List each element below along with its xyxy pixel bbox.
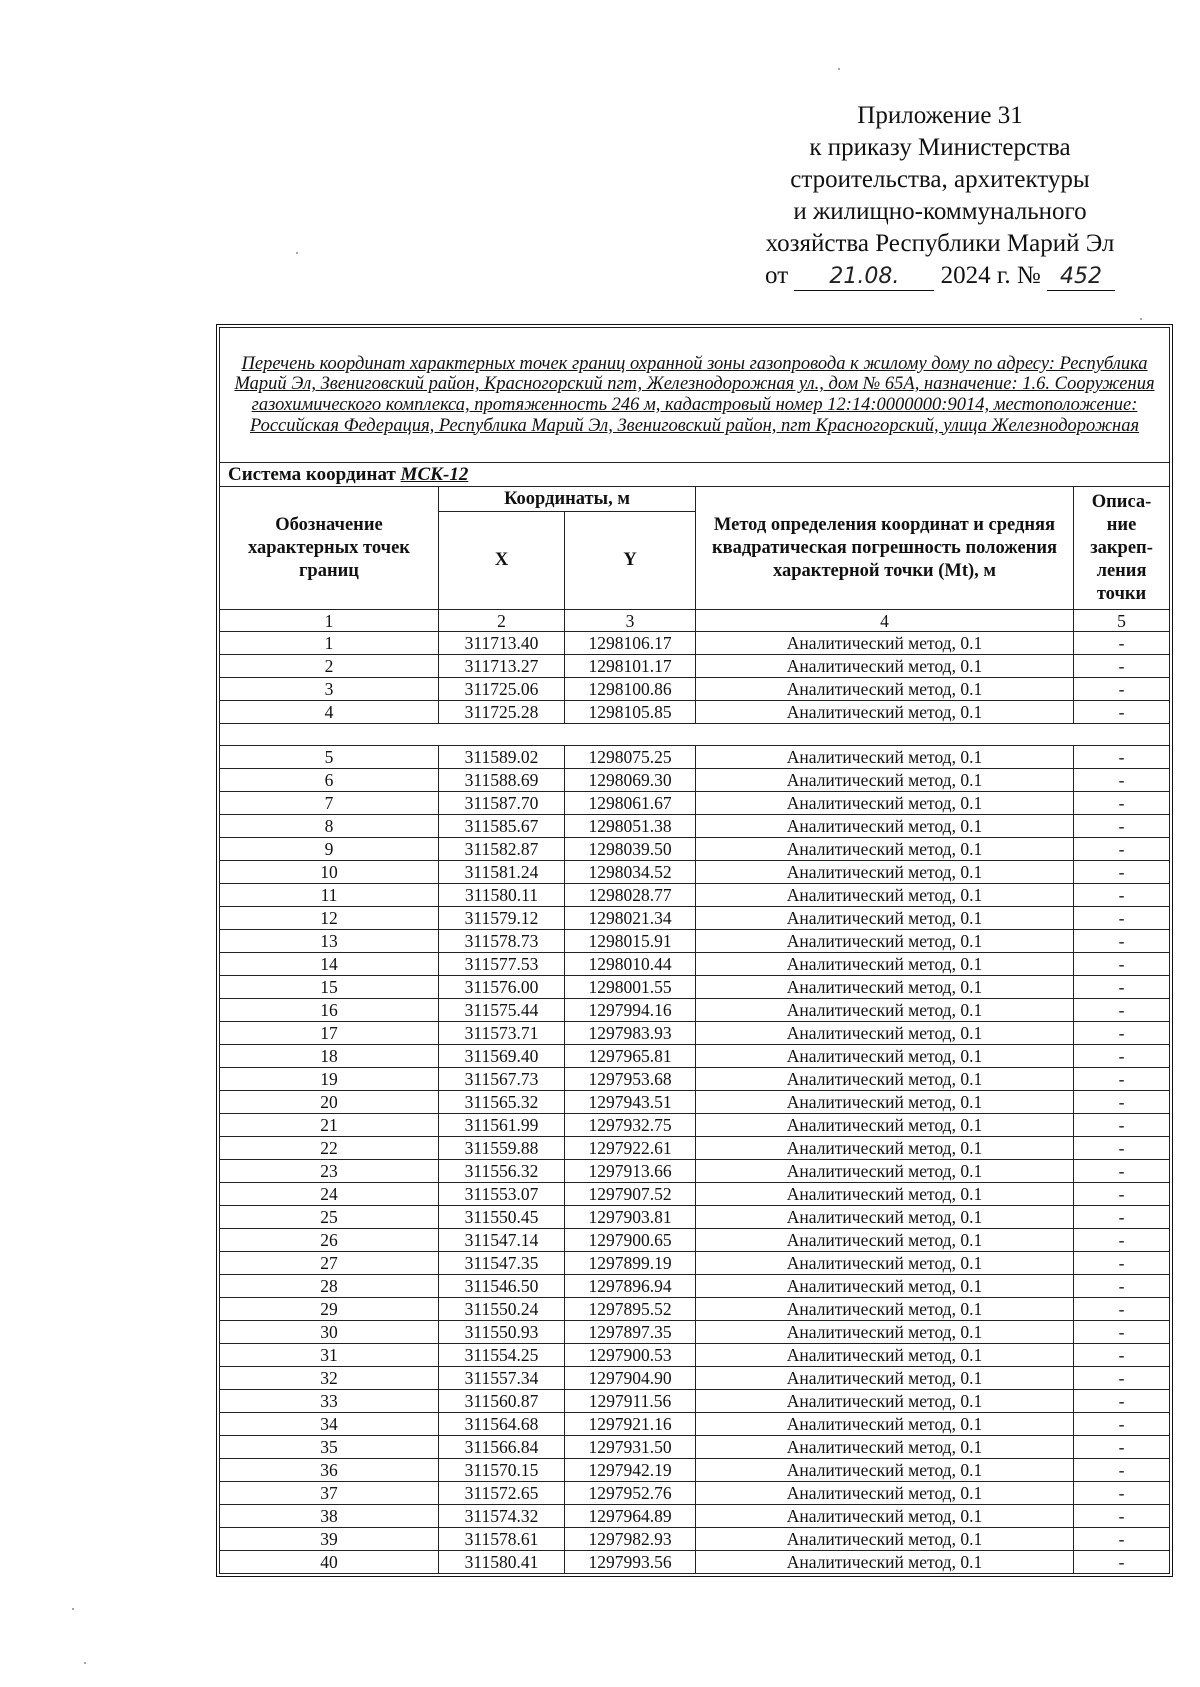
y-coordinate-cell: 1297982.93: [565, 1528, 696, 1551]
x-coordinate-cell: 311587.70: [439, 792, 565, 815]
description-cell: -: [1074, 1344, 1170, 1367]
scan-speck: [84, 1662, 86, 1664]
table-row: [220, 632, 1170, 655]
point-number-cell: 30: [220, 1321, 439, 1344]
table-row: [220, 1183, 1170, 1206]
table-row: [220, 1252, 1170, 1275]
y-coordinate-cell: 1298106.17: [565, 632, 696, 655]
table-row: [220, 1344, 1170, 1367]
table-row: [220, 1091, 1170, 1114]
method-cell: Аналитический метод, 0.1: [696, 1252, 1074, 1275]
method-cell: Аналитический метод, 0.1: [696, 1068, 1074, 1091]
description-cell: -: [1074, 769, 1170, 792]
table-row: [220, 1206, 1170, 1229]
table-row: [220, 746, 1170, 769]
y-coordinate-cell: 1297964.89: [565, 1505, 696, 1528]
point-number-cell: 10: [220, 861, 439, 884]
table-row: [220, 655, 1170, 678]
table-row: [220, 976, 1170, 999]
order-year: 2024 г. №: [940, 262, 1041, 289]
separator-cell: [220, 724, 1170, 746]
description-cell: -: [1074, 1275, 1170, 1298]
y-coordinate-cell: 1298100.86: [565, 678, 696, 701]
x-coordinate-cell: 311574.32: [439, 1505, 565, 1528]
description-cell: -: [1074, 1045, 1170, 1068]
x-coordinate-cell: 311725.28: [439, 701, 565, 724]
point-number-cell: 28: [220, 1275, 439, 1298]
table-caption: Перечень координат характерных точек границ охранной зоны газопровода к жилому дому по адресу: Республика Марий Эл, Звениговский район, Красногорский пгт, Железнодорожная ул., дом № 65А, назначение: 1.6. Сооружения газохимического комплекса, протяженность 246 м, кадастровый номер 12:14:0000000:9014, местоположение: Российская Федерация, Республика Марий Эл, Звениговский район, пгт Красногорский, улица Железнодорожная: [220, 328, 1170, 463]
method-cell: Аналитический метод, 0.1: [696, 1551, 1074, 1574]
caption-row: [220, 328, 1170, 463]
description-cell: -: [1074, 1482, 1170, 1505]
table-row: [220, 1551, 1170, 1574]
point-number-cell: 18: [220, 1045, 439, 1068]
method-cell: Аналитический метод, 0.1: [696, 792, 1074, 815]
method-cell: Аналитический метод, 0.1: [696, 930, 1074, 953]
column-number: 2: [439, 610, 565, 632]
y-coordinate-cell: 1298034.52: [565, 861, 696, 884]
table-row: [220, 1505, 1170, 1528]
table-row: [220, 1045, 1170, 1068]
table-row: [220, 701, 1170, 724]
table-row: [220, 999, 1170, 1022]
y-coordinate-cell: 1297965.81: [565, 1045, 696, 1068]
method-cell: Аналитический метод, 0.1: [696, 1229, 1074, 1252]
point-number-cell: 17: [220, 1022, 439, 1045]
method-cell: Аналитический метод, 0.1: [696, 769, 1074, 792]
y-coordinate-cell: 1297913.66: [565, 1160, 696, 1183]
header-row-1: [220, 487, 1170, 512]
method-cell: Аналитический метод, 0.1: [696, 1344, 1074, 1367]
method-cell: Аналитический метод, 0.1: [696, 701, 1074, 724]
point-number-cell: 32: [220, 1367, 439, 1390]
x-coordinate-cell: 311556.32: [439, 1160, 565, 1183]
x-coordinate-cell: 311566.84: [439, 1436, 565, 1459]
method-cell: Аналитический метод, 0.1: [696, 1482, 1074, 1505]
x-coordinate-cell: 311725.06: [439, 678, 565, 701]
description-cell: -: [1074, 1528, 1170, 1551]
description-cell: -: [1074, 1367, 1170, 1390]
y-coordinate-cell: 1297897.35: [565, 1321, 696, 1344]
y-coordinate-cell: 1297900.53: [565, 1344, 696, 1367]
table-row: [220, 861, 1170, 884]
y-coordinate-cell: 1297942.19: [565, 1459, 696, 1482]
y-coordinate-cell: 1297922.61: [565, 1137, 696, 1160]
header-y: Y: [565, 512, 696, 610]
x-coordinate-cell: 311569.40: [439, 1045, 565, 1068]
point-number-cell: 19: [220, 1068, 439, 1091]
table-row: [220, 838, 1170, 861]
table-row: [220, 953, 1170, 976]
x-coordinate-cell: 311565.32: [439, 1091, 565, 1114]
table-row: [220, 1114, 1170, 1137]
x-coordinate-cell: 311550.24: [439, 1298, 565, 1321]
description-cell: -: [1074, 1160, 1170, 1183]
method-cell: Аналитический метод, 0.1: [696, 815, 1074, 838]
description-cell: -: [1074, 1252, 1170, 1275]
ministry-line-3: хозяйства Республики Марий Эл: [765, 230, 1115, 257]
point-number-cell: 7: [220, 792, 439, 815]
description-cell: -: [1074, 678, 1170, 701]
y-coordinate-cell: 1298105.85: [565, 701, 696, 724]
x-coordinate-cell: 311570.15: [439, 1459, 565, 1482]
description-cell: -: [1074, 746, 1170, 769]
method-cell: Аналитический метод, 0.1: [696, 678, 1074, 701]
coordinate-system: [220, 463, 1170, 487]
table-row: [220, 678, 1170, 701]
description-cell: -: [1074, 1183, 1170, 1206]
x-coordinate-cell: 311578.73: [439, 930, 565, 953]
method-cell: Аналитический метод, 0.1: [696, 1022, 1074, 1045]
x-coordinate-cell: 311713.27: [439, 655, 565, 678]
table-row: [220, 1459, 1170, 1482]
description-cell: -: [1074, 1413, 1170, 1436]
table-row: [220, 1229, 1170, 1252]
point-number-cell: 15: [220, 976, 439, 999]
point-number-cell: 11: [220, 884, 439, 907]
y-coordinate-cell: 1298069.30: [565, 769, 696, 792]
x-coordinate-cell: 311577.53: [439, 953, 565, 976]
method-cell: Аналитический метод, 0.1: [696, 999, 1074, 1022]
point-number-cell: 22: [220, 1137, 439, 1160]
x-coordinate-cell: 311589.02: [439, 746, 565, 769]
x-coordinate-cell: 311580.11: [439, 884, 565, 907]
method-cell: Аналитический метод, 0.1: [696, 655, 1074, 678]
description-cell: -: [1074, 1459, 1170, 1482]
method-cell: Аналитический метод, 0.1: [696, 1137, 1074, 1160]
table-row: [220, 769, 1170, 792]
y-coordinate-cell: 1297931.50: [565, 1436, 696, 1459]
x-coordinate-cell: 311557.34: [439, 1367, 565, 1390]
table-row: [220, 1390, 1170, 1413]
point-number-cell: 24: [220, 1183, 439, 1206]
method-cell: Аналитический метод, 0.1: [696, 1160, 1074, 1183]
table-row: [220, 1022, 1170, 1045]
x-coordinate-cell: 311550.45: [439, 1206, 565, 1229]
y-coordinate-cell: 1297911.56: [565, 1390, 696, 1413]
y-coordinate-cell: 1297899.19: [565, 1252, 696, 1275]
point-number-cell: 23: [220, 1160, 439, 1183]
column-number: 5: [1074, 610, 1170, 632]
y-coordinate-cell: 1298015.91: [565, 930, 696, 953]
table-row: [220, 815, 1170, 838]
description-cell: -: [1074, 838, 1170, 861]
description-cell: -: [1074, 1551, 1170, 1574]
coordinates-table: [219, 327, 1170, 1574]
point-number-cell: 36: [220, 1459, 439, 1482]
header-coordinates: Координаты, м: [439, 487, 696, 512]
scan-speck: [1140, 318, 1142, 320]
table-row: [220, 930, 1170, 953]
x-coordinate-cell: 311582.87: [439, 838, 565, 861]
y-coordinate-cell: 1297943.51: [565, 1091, 696, 1114]
description-cell: -: [1074, 1436, 1170, 1459]
method-cell: Аналитический метод, 0.1: [696, 746, 1074, 769]
column-numbers-row: [220, 610, 1170, 632]
point-number-cell: 12: [220, 907, 439, 930]
description-cell: -: [1074, 1022, 1170, 1045]
y-coordinate-cell: 1298101.17: [565, 655, 696, 678]
description-cell: -: [1074, 907, 1170, 930]
x-coordinate-cell: 311579.12: [439, 907, 565, 930]
column-number: 4: [696, 610, 1074, 632]
x-coordinate-cell: 311553.07: [439, 1183, 565, 1206]
table-row: [220, 1482, 1170, 1505]
point-number-cell: 35: [220, 1436, 439, 1459]
point-number-cell: 13: [220, 930, 439, 953]
x-coordinate-cell: 311578.61: [439, 1528, 565, 1551]
y-coordinate-cell: 1297895.52: [565, 1298, 696, 1321]
description-cell: -: [1074, 884, 1170, 907]
table-row: [220, 1298, 1170, 1321]
description-cell: -: [1074, 701, 1170, 724]
ministry-line-2: и жилищно-коммунального: [793, 198, 1087, 225]
description-cell: -: [1074, 1114, 1170, 1137]
x-coordinate-cell: 311547.35: [439, 1252, 565, 1275]
method-cell: Аналитический метод, 0.1: [696, 861, 1074, 884]
description-cell: -: [1074, 1229, 1170, 1252]
x-coordinate-cell: 311567.73: [439, 1068, 565, 1091]
point-number-cell: 16: [220, 999, 439, 1022]
description-cell: -: [1074, 1321, 1170, 1344]
table-row: [220, 792, 1170, 815]
x-coordinate-cell: 311576.00: [439, 976, 565, 999]
y-coordinate-cell: 1297904.90: [565, 1367, 696, 1390]
method-cell: Аналитический метод, 0.1: [696, 1298, 1074, 1321]
point-number-cell: 38: [220, 1505, 439, 1528]
description-cell: -: [1074, 632, 1170, 655]
header-description: Описа-ние закреп-ления точки: [1074, 487, 1170, 610]
method-cell: Аналитический метод, 0.1: [696, 1367, 1074, 1390]
point-number-cell: 14: [220, 953, 439, 976]
description-cell: -: [1074, 1206, 1170, 1229]
table-row: [220, 1275, 1170, 1298]
table-row: [220, 1160, 1170, 1183]
y-coordinate-cell: 1298061.67: [565, 792, 696, 815]
table-row: [220, 907, 1170, 930]
point-number-cell: 1: [220, 632, 439, 655]
table-row: [220, 1528, 1170, 1551]
coordinate-system-label: Система координат: [228, 463, 396, 485]
date-prefix: от: [765, 262, 789, 289]
point-number-cell: 39: [220, 1528, 439, 1551]
separator-row: [220, 724, 1170, 746]
y-coordinate-cell: 1297903.81: [565, 1206, 696, 1229]
description-cell: -: [1074, 1068, 1170, 1091]
column-number: 1: [220, 610, 439, 632]
point-number-cell: 25: [220, 1206, 439, 1229]
point-number-cell: 6: [220, 769, 439, 792]
method-cell: Аналитический метод, 0.1: [696, 1413, 1074, 1436]
description-cell: -: [1074, 953, 1170, 976]
y-coordinate-cell: 1297952.76: [565, 1482, 696, 1505]
point-number-cell: 29: [220, 1298, 439, 1321]
method-cell: Аналитический метод, 0.1: [696, 1091, 1074, 1114]
method-cell: Аналитический метод, 0.1: [696, 1206, 1074, 1229]
point-number-cell: 33: [220, 1390, 439, 1413]
method-cell: Аналитический метод, 0.1: [696, 632, 1074, 655]
description-cell: -: [1074, 976, 1170, 999]
point-number-cell: 2: [220, 655, 439, 678]
table-row: [220, 1321, 1170, 1344]
table-row: [220, 884, 1170, 907]
scan-speck: [72, 1608, 74, 1610]
point-number-cell: 5: [220, 746, 439, 769]
point-number-cell: 9: [220, 838, 439, 861]
x-coordinate-cell: 311560.87: [439, 1390, 565, 1413]
method-cell: Аналитический метод, 0.1: [696, 1183, 1074, 1206]
description-cell: -: [1074, 1298, 1170, 1321]
x-coordinate-cell: 311561.99: [439, 1114, 565, 1137]
y-coordinate-cell: 1298075.25: [565, 746, 696, 769]
description-cell: -: [1074, 861, 1170, 884]
ministry-line-1: строительства, архитектуры: [790, 166, 1090, 193]
x-coordinate-cell: 311559.88: [439, 1137, 565, 1160]
y-coordinate-cell: 1298001.55: [565, 976, 696, 999]
x-coordinate-cell: 311546.50: [439, 1275, 565, 1298]
method-cell: Аналитический метод, 0.1: [696, 1321, 1074, 1344]
point-number-cell: 21: [220, 1114, 439, 1137]
header-x: X: [439, 512, 565, 610]
point-number-cell: 8: [220, 815, 439, 838]
appendix-title: Приложение 31: [857, 102, 1023, 129]
y-coordinate-cell: 1297953.68: [565, 1068, 696, 1091]
method-cell: Аналитический метод, 0.1: [696, 976, 1074, 999]
y-coordinate-cell: 1297983.93: [565, 1022, 696, 1045]
table-row: [220, 1367, 1170, 1390]
description-cell: -: [1074, 930, 1170, 953]
x-coordinate-cell: 311585.67: [439, 815, 565, 838]
header-point: Обозначение характерных точек границ: [220, 487, 439, 610]
column-number: 3: [565, 610, 696, 632]
x-coordinate-cell: 311713.40: [439, 632, 565, 655]
y-coordinate-cell: 1298028.77: [565, 884, 696, 907]
table-row: [220, 1436, 1170, 1459]
y-coordinate-cell: 1298039.50: [565, 838, 696, 861]
point-number-cell: 3: [220, 678, 439, 701]
table-row: [220, 1137, 1170, 1160]
point-number-cell: 26: [220, 1229, 439, 1252]
scan-speck: [838, 68, 840, 70]
method-cell: Аналитический метод, 0.1: [696, 838, 1074, 861]
point-number-cell: 37: [220, 1482, 439, 1505]
y-coordinate-cell: 1297994.16: [565, 999, 696, 1022]
y-coordinate-cell: 1297907.52: [565, 1183, 696, 1206]
description-cell: -: [1074, 999, 1170, 1022]
y-coordinate-cell: 1298051.38: [565, 815, 696, 838]
method-cell: Аналитический метод, 0.1: [696, 1459, 1074, 1482]
y-coordinate-cell: 1297896.94: [565, 1275, 696, 1298]
method-cell: Аналитический метод, 0.1: [696, 1114, 1074, 1137]
description-cell: -: [1074, 1137, 1170, 1160]
y-coordinate-cell: 1298021.34: [565, 907, 696, 930]
x-coordinate-cell: 311581.24: [439, 861, 565, 884]
x-coordinate-cell: 311575.44: [439, 999, 565, 1022]
table-row: [220, 1413, 1170, 1436]
coordinate-system-name: МСК-12: [400, 463, 469, 485]
description-cell: -: [1074, 1505, 1170, 1528]
description-cell: -: [1074, 1091, 1170, 1114]
appendix-header: [730, 100, 1150, 292]
description-cell: -: [1074, 792, 1170, 815]
table-row: [220, 1068, 1170, 1091]
method-cell: Аналитический метод, 0.1: [696, 907, 1074, 930]
method-cell: Аналитический метод, 0.1: [696, 1436, 1074, 1459]
description-cell: -: [1074, 815, 1170, 838]
point-number-cell: 20: [220, 1091, 439, 1114]
point-number-cell: 34: [220, 1413, 439, 1436]
x-coordinate-cell: 311580.41: [439, 1551, 565, 1574]
y-coordinate-cell: 1297900.65: [565, 1229, 696, 1252]
method-cell: Аналитический метод, 0.1: [696, 1528, 1074, 1551]
handwritten-order-number: 452: [1047, 264, 1115, 291]
y-coordinate-cell: 1297921.16: [565, 1413, 696, 1436]
x-coordinate-cell: 311550.93: [439, 1321, 565, 1344]
point-number-cell: 40: [220, 1551, 439, 1574]
order-ref-line: к приказу Министерства: [809, 134, 1071, 161]
method-cell: Аналитический метод, 0.1: [696, 1505, 1074, 1528]
x-coordinate-cell: 311588.69: [439, 769, 565, 792]
method-cell: Аналитический метод, 0.1: [696, 1045, 1074, 1068]
description-cell: -: [1074, 1390, 1170, 1413]
x-coordinate-cell: 311564.68: [439, 1413, 565, 1436]
x-coordinate-cell: 311573.71: [439, 1022, 565, 1045]
point-number-cell: 4: [220, 701, 439, 724]
x-coordinate-cell: 311547.14: [439, 1229, 565, 1252]
x-coordinate-cell: 311554.25: [439, 1344, 565, 1367]
method-cell: Аналитический метод, 0.1: [696, 884, 1074, 907]
coordinate-system-row: [220, 463, 1170, 487]
coordinates-table-body: [220, 328, 1170, 1574]
y-coordinate-cell: 1298010.44: [565, 953, 696, 976]
method-cell: Аналитический метод, 0.1: [696, 1390, 1074, 1413]
description-cell: -: [1074, 655, 1170, 678]
header-method: Метод определения координат и средняя квадратическая погрешность положения характерной точки (Mt), м: [696, 487, 1074, 610]
method-cell: Аналитический метод, 0.1: [696, 1275, 1074, 1298]
handwritten-date: 21.08.: [794, 264, 934, 291]
y-coordinate-cell: 1297932.75: [565, 1114, 696, 1137]
point-number-cell: 31: [220, 1344, 439, 1367]
method-cell: Аналитический метод, 0.1: [696, 953, 1074, 976]
x-coordinate-cell: 311572.65: [439, 1482, 565, 1505]
point-number-cell: 27: [220, 1252, 439, 1275]
scan-speck: [296, 252, 298, 254]
order-date-line: [730, 260, 1150, 292]
y-coordinate-cell: 1297993.56: [565, 1551, 696, 1574]
